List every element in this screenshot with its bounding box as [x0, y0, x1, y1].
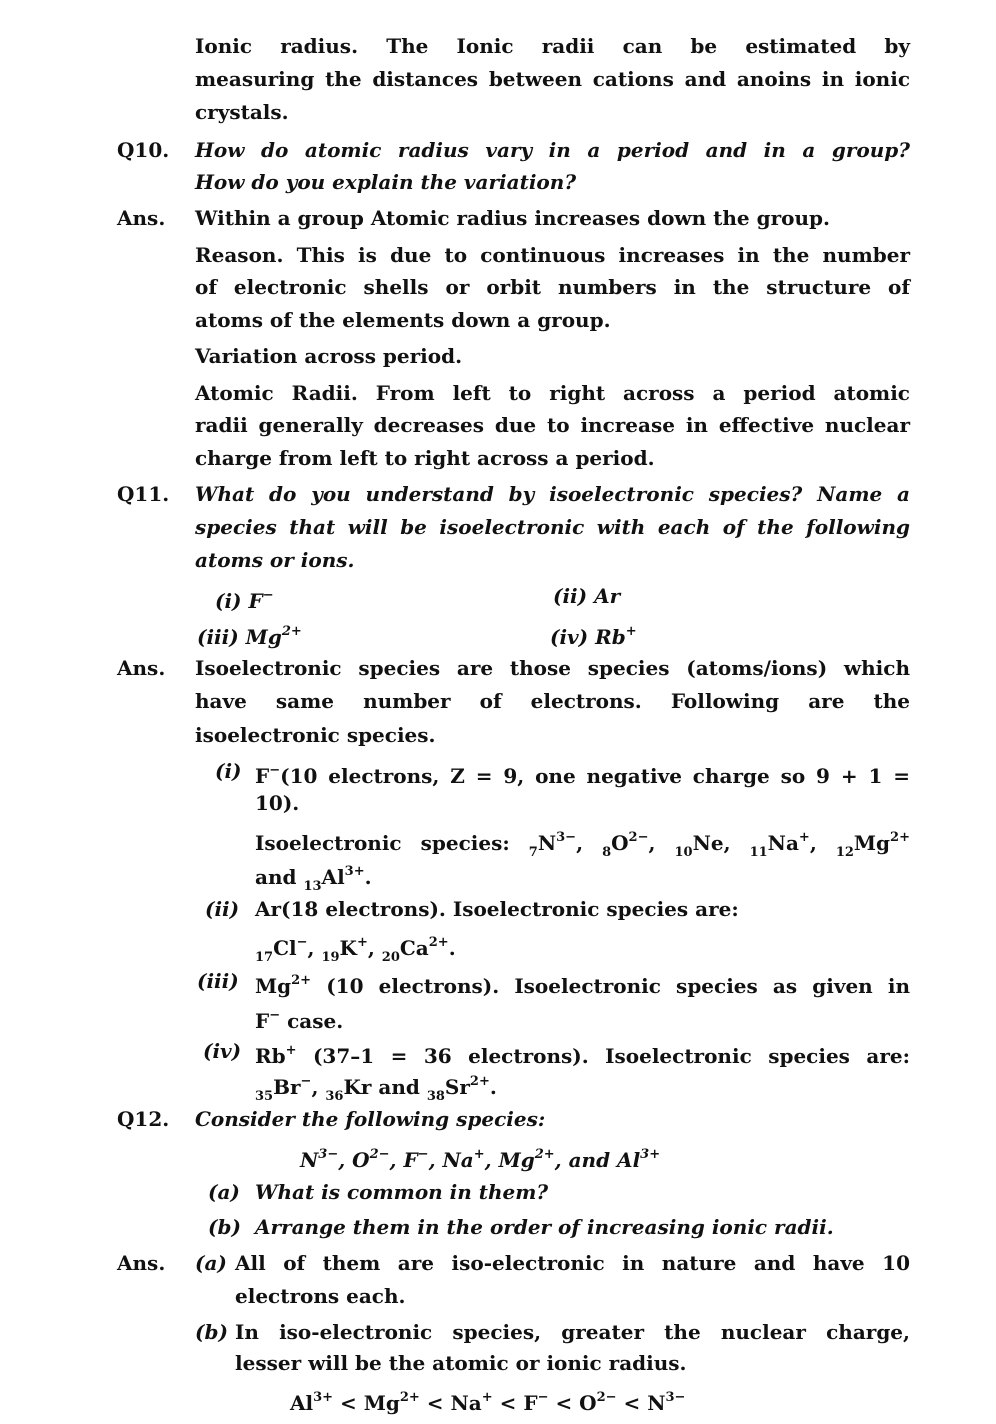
question-text: species that will be isoelectronic with each of the following	[195, 515, 910, 539]
superscript: −	[269, 1008, 281, 1023]
text-run: (i) F	[215, 589, 263, 613]
species-list	[300, 1139, 660, 1171]
superscript: −	[417, 1147, 429, 1162]
text-run: (37–1 = 36 electrons). Isoelectronic species are:	[296, 1044, 910, 1068]
answer-label: Ans.	[117, 656, 166, 680]
question-text: atoms or ions.	[195, 548, 355, 572]
question-text: How do you explain the variation?	[195, 170, 577, 194]
text-run: ,	[576, 831, 603, 855]
subscript: 8	[602, 845, 612, 860]
item-label: (b)	[208, 1215, 241, 1239]
superscript: −	[537, 1390, 549, 1405]
subscript: 35	[255, 1089, 274, 1104]
question-label: Q11.	[117, 482, 170, 506]
text-run: Al	[290, 1391, 314, 1415]
text-run: O	[611, 831, 629, 855]
text-run: (iii) Mg	[197, 625, 282, 649]
text-run: N	[300, 1148, 319, 1172]
superscript: 3−	[318, 1147, 339, 1162]
superscript: +	[481, 1390, 493, 1405]
answer-text: Isoelectronic species are those species (atoms/ions) which	[195, 656, 910, 680]
superscript: 2+	[428, 935, 449, 950]
superscript: 3−	[556, 830, 577, 845]
superscript: 3+	[344, 864, 365, 879]
superscript: 3−	[665, 1390, 686, 1405]
subscript: 12	[835, 845, 854, 860]
item-label: (iv)	[203, 1039, 242, 1063]
answer-text: Reason. This is due to continuous increases in the number	[195, 243, 910, 267]
text-run: < Na	[419, 1391, 482, 1415]
answer-text: radii generally decreases due to increase in effective nuclear	[195, 413, 910, 437]
isoelectronic-species	[255, 822, 910, 860]
intro-line: crystals.	[195, 100, 289, 124]
option-ii	[553, 580, 620, 612]
text-run: Mg	[255, 974, 292, 998]
text-run: Ca	[399, 936, 429, 960]
text-run: , Mg	[484, 1148, 535, 1172]
text-run: , and Al	[554, 1148, 641, 1172]
text-run: F	[255, 1009, 270, 1033]
answer-label: Ans.	[117, 1251, 166, 1275]
subscript: 20	[381, 950, 400, 965]
superscript: 2+	[291, 973, 312, 988]
isoelectronic-species	[255, 1066, 497, 1104]
text-run: , O	[338, 1148, 370, 1172]
superscript: 3+	[313, 1390, 334, 1405]
intro-line: Ionic radius. The Ionic radii can be estimated by	[195, 34, 910, 58]
superscript: −	[296, 935, 308, 950]
item-label: (ii)	[205, 897, 240, 921]
superscript: −	[300, 1074, 312, 1089]
answer-text: electrons each.	[235, 1284, 406, 1308]
superscript: 2+	[534, 1147, 555, 1162]
subscript: 10	[674, 845, 693, 860]
superscript: 2−	[369, 1147, 390, 1162]
item-label: (a)	[195, 1251, 227, 1275]
isoelectronic-species	[255, 856, 372, 894]
superscript: +	[625, 624, 637, 639]
text-run: Rb	[255, 1044, 286, 1068]
text-run: ,	[311, 1075, 326, 1099]
text-run: Cl	[273, 936, 297, 960]
superscript: 2+	[399, 1390, 420, 1405]
answer-label: Ans.	[117, 206, 166, 230]
text-run: , F	[389, 1148, 418, 1172]
answer-text: All of them are iso-electronic in nature and have 10	[235, 1251, 910, 1275]
text-run: and	[255, 865, 304, 889]
superscript: −	[269, 763, 281, 778]
text-run: Isoelectronic species:	[255, 831, 529, 855]
item-text: Ar(18 electrons). Isoelectronic species are:	[255, 897, 739, 921]
answer-text: In iso-electronic species, greater the nuclear charge,	[235, 1320, 910, 1344]
text-run: (10 electrons, Z = 9, one negative charge so 9 + 1 =	[280, 764, 910, 788]
superscript: 3+	[640, 1147, 661, 1162]
text-run: Sr	[444, 1075, 470, 1099]
question-text: What do you understand by isoelectronic species? Name a	[195, 482, 910, 506]
option-i	[215, 580, 274, 612]
superscript: 2+	[281, 624, 302, 639]
item-label: (b)	[195, 1320, 228, 1344]
item-label: (i)	[215, 759, 242, 783]
text-run: F	[255, 764, 270, 788]
superscript: +	[473, 1147, 485, 1162]
text-run: ,	[648, 831, 675, 855]
answer-text: have same number of electrons. Following are the	[195, 689, 910, 713]
text-run: (iv) Rb	[550, 625, 626, 649]
text-run: ,	[367, 936, 382, 960]
text-run: ,	[809, 831, 836, 855]
question-text: How do atomic radius vary in a period and in a group?	[195, 138, 910, 162]
text-run: .	[489, 1075, 497, 1099]
superscript: +	[356, 935, 368, 950]
subscript: 19	[321, 950, 340, 965]
text-run: < Mg	[333, 1391, 400, 1415]
question-text: Consider the following species:	[195, 1107, 546, 1131]
superscript: 2+	[890, 830, 910, 845]
answer-text: lesser will be the atomic or ionic radius.	[235, 1351, 687, 1375]
text-run: < O	[548, 1391, 597, 1415]
item-text: 10).	[255, 791, 300, 815]
text-run: K	[339, 936, 357, 960]
option-iv	[550, 616, 637, 648]
superscript: 2−	[596, 1390, 617, 1405]
text-run: , Na	[428, 1148, 474, 1172]
text-run: Mg	[853, 831, 891, 855]
answer-text: Within a group Atomic radius increases down the group.	[195, 206, 830, 230]
text-run: .	[448, 936, 456, 960]
subscript: 17	[255, 950, 274, 965]
subscript: 13	[303, 879, 322, 894]
superscript: +	[285, 1043, 297, 1058]
ionic-radius-order	[290, 1382, 685, 1414]
subscript: 38	[426, 1089, 445, 1104]
item-text	[255, 965, 910, 997]
answer-text: charge from left to right across a period.	[195, 446, 655, 470]
intro-line: measuring the distances between cations and anoins in ionic	[195, 67, 910, 91]
text-run: ,	[307, 936, 322, 960]
text-run: case.	[280, 1009, 344, 1033]
item-label: (a)	[208, 1180, 240, 1204]
question-part: Arrange them in the order of increasing ionic radii.	[255, 1215, 834, 1239]
superscript: 2−	[628, 830, 649, 845]
text-run: < F	[492, 1391, 538, 1415]
option-iii	[197, 616, 302, 648]
item-label: (iii)	[197, 969, 239, 993]
item-text	[255, 755, 910, 787]
answer-text: Atomic Radii. From left to right across a period atomic	[195, 381, 910, 405]
question-label: Q10.	[117, 138, 170, 162]
item-text	[255, 1035, 910, 1067]
superscript: −	[262, 588, 274, 603]
text-run: Na	[767, 831, 799, 855]
text-run: N	[537, 831, 557, 855]
subscript: 11	[749, 845, 768, 860]
text-run: (10 electrons). Isoelectronic species as given in	[311, 974, 910, 998]
isoelectronic-species	[255, 927, 456, 965]
question-part: What is common in them?	[255, 1180, 549, 1204]
subscript: 36	[325, 1089, 344, 1104]
answer-subheading: Variation across period.	[195, 344, 463, 368]
subscript: 7	[528, 845, 538, 860]
text-run: Ne,	[692, 831, 750, 855]
text-run: .	[364, 865, 372, 889]
answer-text: of electronic shells or orbit numbers in the structure of	[195, 275, 910, 299]
superscript: 2+	[469, 1074, 490, 1089]
superscript: +	[798, 830, 810, 845]
text-run: (ii) Ar	[553, 584, 621, 608]
answer-text: isoelectronic species.	[195, 723, 436, 747]
text-run: Br	[273, 1075, 301, 1099]
text-run: Kr and	[343, 1075, 427, 1099]
text-run: < N	[616, 1391, 666, 1415]
text-run: Al	[321, 865, 345, 889]
answer-text: atoms of the elements down a group.	[195, 308, 611, 332]
question-label: Q12.	[117, 1107, 170, 1131]
item-text	[255, 1000, 343, 1032]
